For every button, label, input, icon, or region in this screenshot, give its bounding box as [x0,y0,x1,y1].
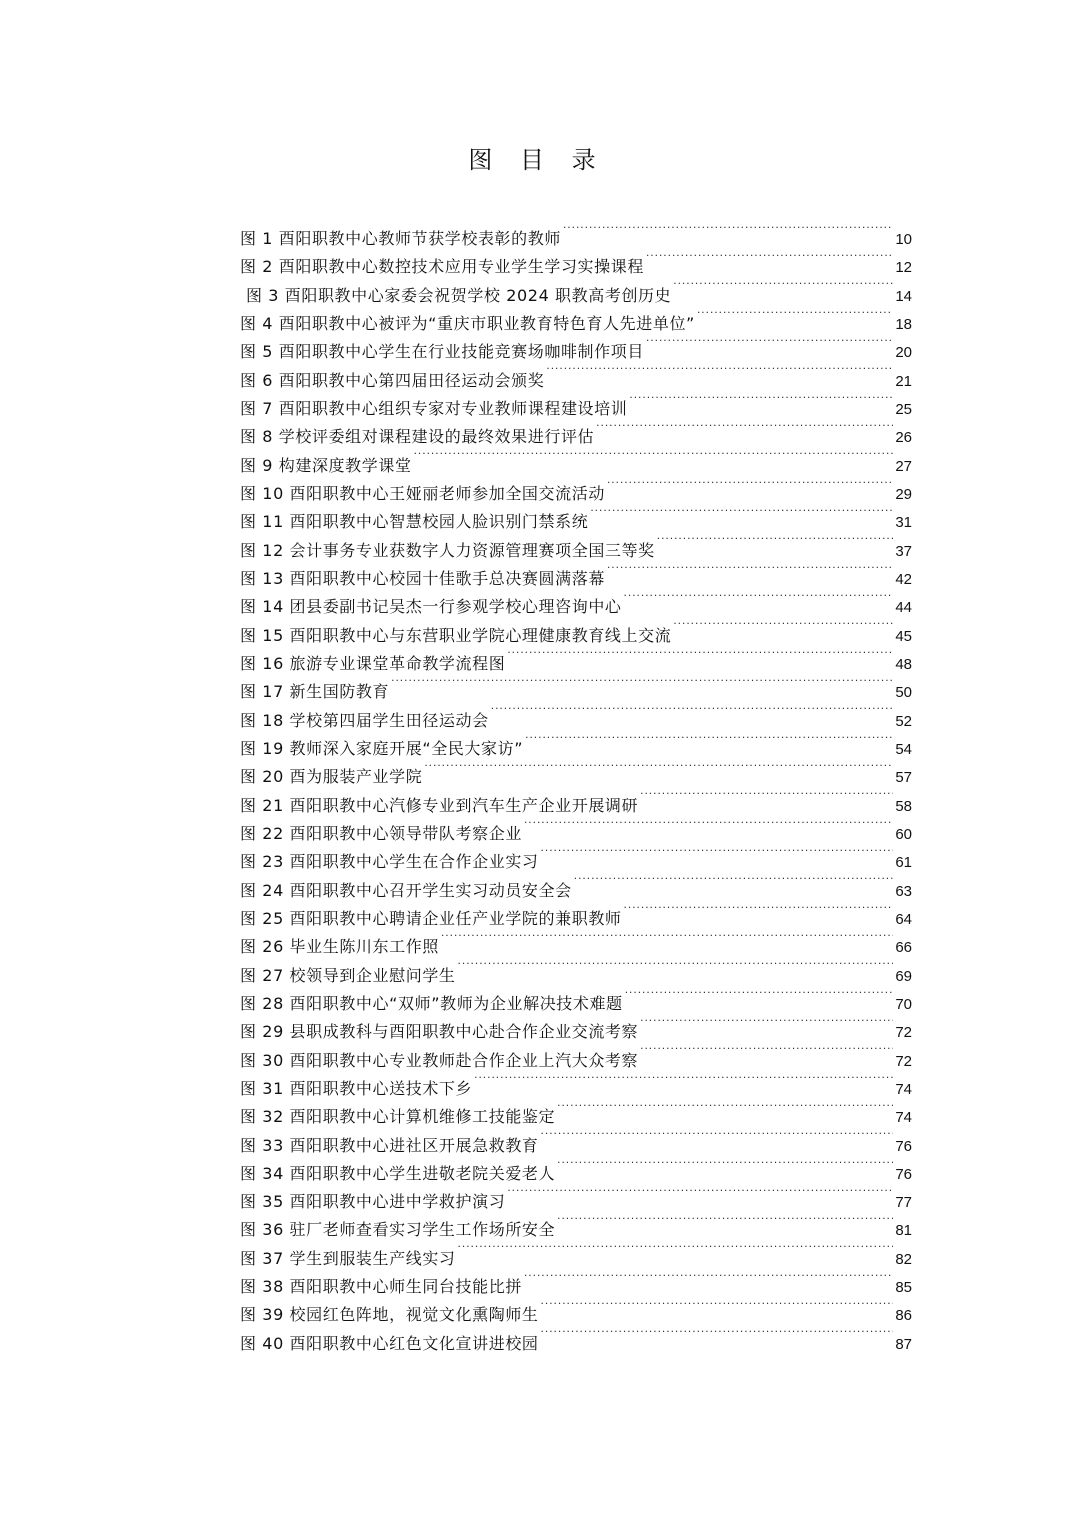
toc-entry-page-number: 63 [895,882,912,900]
toc-entry-label: 图 4 酉阳职教中心被评为“重庆市职业教育特色育人先进单位” [240,313,695,333]
toc-entry-page-number: 74 [895,1109,912,1127]
toc-dot-leader [458,953,894,981]
toc-entry-label: 图 17 新生国防教育 [240,682,390,702]
toc-entry-label: 图 1 酉阳职教中心教师节获学校表彰的教师 [240,229,561,248]
toc-dot-leader [646,244,893,272]
toc-entry-label: 图 22 酉阳职教中心领导带队考察企业 [240,823,522,843]
toc-entry-page-number: 29 [895,485,912,503]
toc-entry-page-number: 27 [895,457,912,475]
toc-entry-page-number: 72 [895,1024,912,1042]
toc-dot-leader [607,471,893,499]
toc-dot-leader [507,1179,893,1207]
toc-entry-page-number: 25 [895,400,912,418]
toc-dot-leader [524,1264,893,1292]
toc-dot-leader [557,1094,893,1122]
toc-entry-label: 图 21 酉阳职教中心汽修专业到汽车生产企业开展调研 [240,795,639,815]
toc-dot-leader [657,528,894,556]
toc-entry-label: 图 15 酉阳职教中心与东营职业学院心理健康教育线上交流 [240,625,672,645]
toc-entry-page-number: 52 [895,712,912,730]
toc-entry-page-number: 77 [895,1194,912,1212]
toc-entry-label: 图 37 学生到服装生产线实习 [240,1248,456,1268]
toc-entry-label: 图 30 酉阳职教中心专业教师赴合作企业上汽大众考察 [240,1050,639,1070]
toc-entry-page-number: 61 [895,854,912,872]
toc-entry-page-number: 26 [895,429,912,447]
toc-dot-leader [607,556,893,584]
toc-entry[interactable] [240,216,912,248]
toc-entry-page-number: 57 [895,769,912,787]
toc-entry-page-number: 72 [895,1052,912,1070]
toc-entry-page-number: 64 [895,910,912,928]
toc-dot-leader [640,783,893,811]
toc-entry-page-number: 31 [895,514,912,532]
toc-entry-label: 图 6 酉阳职教中心第四届田径运动会颁奖 [240,370,545,390]
toc-entry-label: 图 27 校领导到企业慰问学生 [240,965,456,985]
toc-entry-label: 图 8 学校评委组对课程建设的最终效果进行评估 [240,427,595,447]
toc-dot-leader [414,443,894,471]
toc-entry-label: 图 5 酉阳职教中心学生在行业技能竞赛场咖啡制作项目 [240,342,644,362]
toc-dot-leader [640,1009,893,1037]
toc-dot-leader [491,698,894,726]
toc-dot-leader [673,613,893,641]
toc-entry-page-number: 12 [895,259,912,277]
toc-entry-page-number: 48 [895,655,912,673]
toc-entry-label: 图 26 毕业生陈川东工作照 [240,937,439,957]
toc-entry-page-number: 18 [895,315,912,333]
toc-entry-page-number: 14 [895,287,912,305]
toc-entry-page-number: 82 [895,1250,912,1268]
toc-entry-label: 图 39 校园红色阵地，视觉文化熏陶师生 [240,1305,539,1325]
toc-dot-leader [590,499,893,527]
toc-entry-label: 图 23 酉阳职教中心学生在合作企业实习 [240,852,539,872]
figure-list [240,216,912,1353]
toc-entry-label: 图 10 酉阳职教中心王娅丽老师参加全国交流活动 [240,483,605,503]
toc-dot-leader [673,273,893,301]
toc-dot-leader [541,1321,894,1349]
toc-dot-leader [563,216,893,244]
toc-dot-leader [474,1066,893,1094]
toc-dot-leader [557,1207,893,1235]
toc-entry-label: 图 9 构建深度教学课堂 [240,455,412,475]
toc-entry-label: 图 28 酉阳职教中心“双师”教师为企业解决技术难题 [240,993,623,1013]
toc-entry-page-number: 66 [895,939,912,957]
toc-entry-page-number: 21 [895,372,912,390]
toc-entry-page-number: 70 [895,995,912,1013]
toc-entry-label: 图 20 酉为服装产业学院 [240,767,423,787]
toc-entry-page-number: 37 [895,542,912,560]
toc-entry-label: 图 18 学校第四届学生田径运动会 [240,710,489,730]
toc-entry-label: 图 31 酉阳职教中心送技术下乡 [240,1078,473,1098]
toc-entry-page-number: 20 [895,344,912,362]
toc-entry-page-number: 42 [895,570,912,588]
toc-dot-leader [646,329,893,357]
toc-dot-leader [524,811,893,839]
toc-entry-label: 图 19 教师深入家庭开展“全民大家访” [240,738,524,758]
toc-entry-page-number: 45 [895,627,912,645]
toc-entry-label: 图 38 酉阳职教中心师生同台技能比拼 [240,1277,522,1297]
toc-entry-label: 图 33 酉阳职教中心进社区开展急救教育 [240,1135,539,1155]
toc-entry-label: 图 34 酉阳职教中心学生进敬老院关爱老人 [240,1163,556,1183]
toc-entry-page-number: 44 [895,599,912,617]
toc-entry-label: 图 13 酉阳职教中心校园十佳歌手总决赛圆满落幕 [240,568,605,588]
toc-entry-label: 图 7 酉阳职教中心组织专家对专业教师课程建设培训 [240,398,628,418]
toc-entry-label: 图 32 酉阳职教中心计算机维修工技能鉴定 [240,1107,556,1127]
toc-entry-page-number: 50 [895,684,912,702]
toc-dot-leader [624,584,894,612]
toc-entry-page-number: 54 [895,740,912,758]
toc-entry-label: 图 12 会计事务专业获数字人力资源管理赛项全国三等奖 [240,540,655,560]
toc-dot-leader [557,1151,893,1179]
toc-entry-label: 图 36 驻厂老师查看实习学生工作场所安全 [240,1220,556,1240]
toc-entry-label: 图 24 酉阳职教中心召开学生实习动员安全会 [240,880,572,900]
toc-dot-leader [624,896,894,924]
toc-entry-label: 图 2 酉阳职教中心数控技术应用专业学生学习实操课程 [240,257,644,277]
toc-entry-page-number: 76 [895,1137,912,1155]
toc-dot-leader [441,924,893,952]
toc-dot-leader [458,1236,894,1264]
toc-entry-page-number: 69 [895,967,912,985]
toc-entry-label: 图 3 酉阳职教中心家委会祝贺学校 2024 职教高考创历史 [246,285,672,305]
toc-dot-leader [424,754,893,782]
toc-dot-leader [391,669,893,697]
toc-dot-leader [541,839,894,867]
toc-entry-page-number: 81 [895,1222,912,1240]
toc-dot-leader [507,641,893,669]
toc-entry-page-number: 10 [895,231,912,248]
toc-entry-page-number: 87 [895,1335,912,1353]
toc-dot-leader [596,414,893,442]
toc-entry-label: 图 25 酉阳职教中心聘请企业任产业学院的兼职教师 [240,908,622,928]
toc-entry-label: 图 16 旅游专业课堂革命教学流程图 [240,653,506,673]
toc-entry-label: 图 11 酉阳职教中心智慧校园人脸识别门禁系统 [240,512,589,532]
toc-entry-page-number: 58 [895,797,912,815]
toc-entry-label: 图 14 团县委副书记吴杰一行参观学校心理咨询中心 [240,597,622,617]
toc-dot-leader [541,1123,894,1151]
toc-dot-leader [541,1292,894,1320]
toc-dot-leader [640,1038,893,1066]
toc-dot-leader [625,981,894,1009]
toc-dot-leader [574,868,894,896]
page-title: 图 目 录 [468,146,606,174]
toc-entry-label: 图 40 酉阳职教中心红色文化宣讲进校园 [240,1333,539,1353]
toc-entry-label: 图 35 酉阳职教中心进中学救护演习 [240,1192,506,1212]
toc-entry-label: 图 29 县职成教科与酉阳职教中心赴合作企业交流考察 [240,1022,639,1042]
toc-entry-page-number: 85 [895,1279,912,1297]
toc-entry-page-number: 76 [895,1165,912,1183]
toc-entry-page-number: 60 [895,825,912,843]
toc-entry-page-number: 74 [895,1080,912,1098]
toc-dot-leader [546,358,893,386]
toc-dot-leader [629,386,893,414]
toc-entry-page-number: 86 [895,1307,912,1325]
toc-dot-leader [697,301,893,329]
toc-dot-leader [525,726,893,754]
